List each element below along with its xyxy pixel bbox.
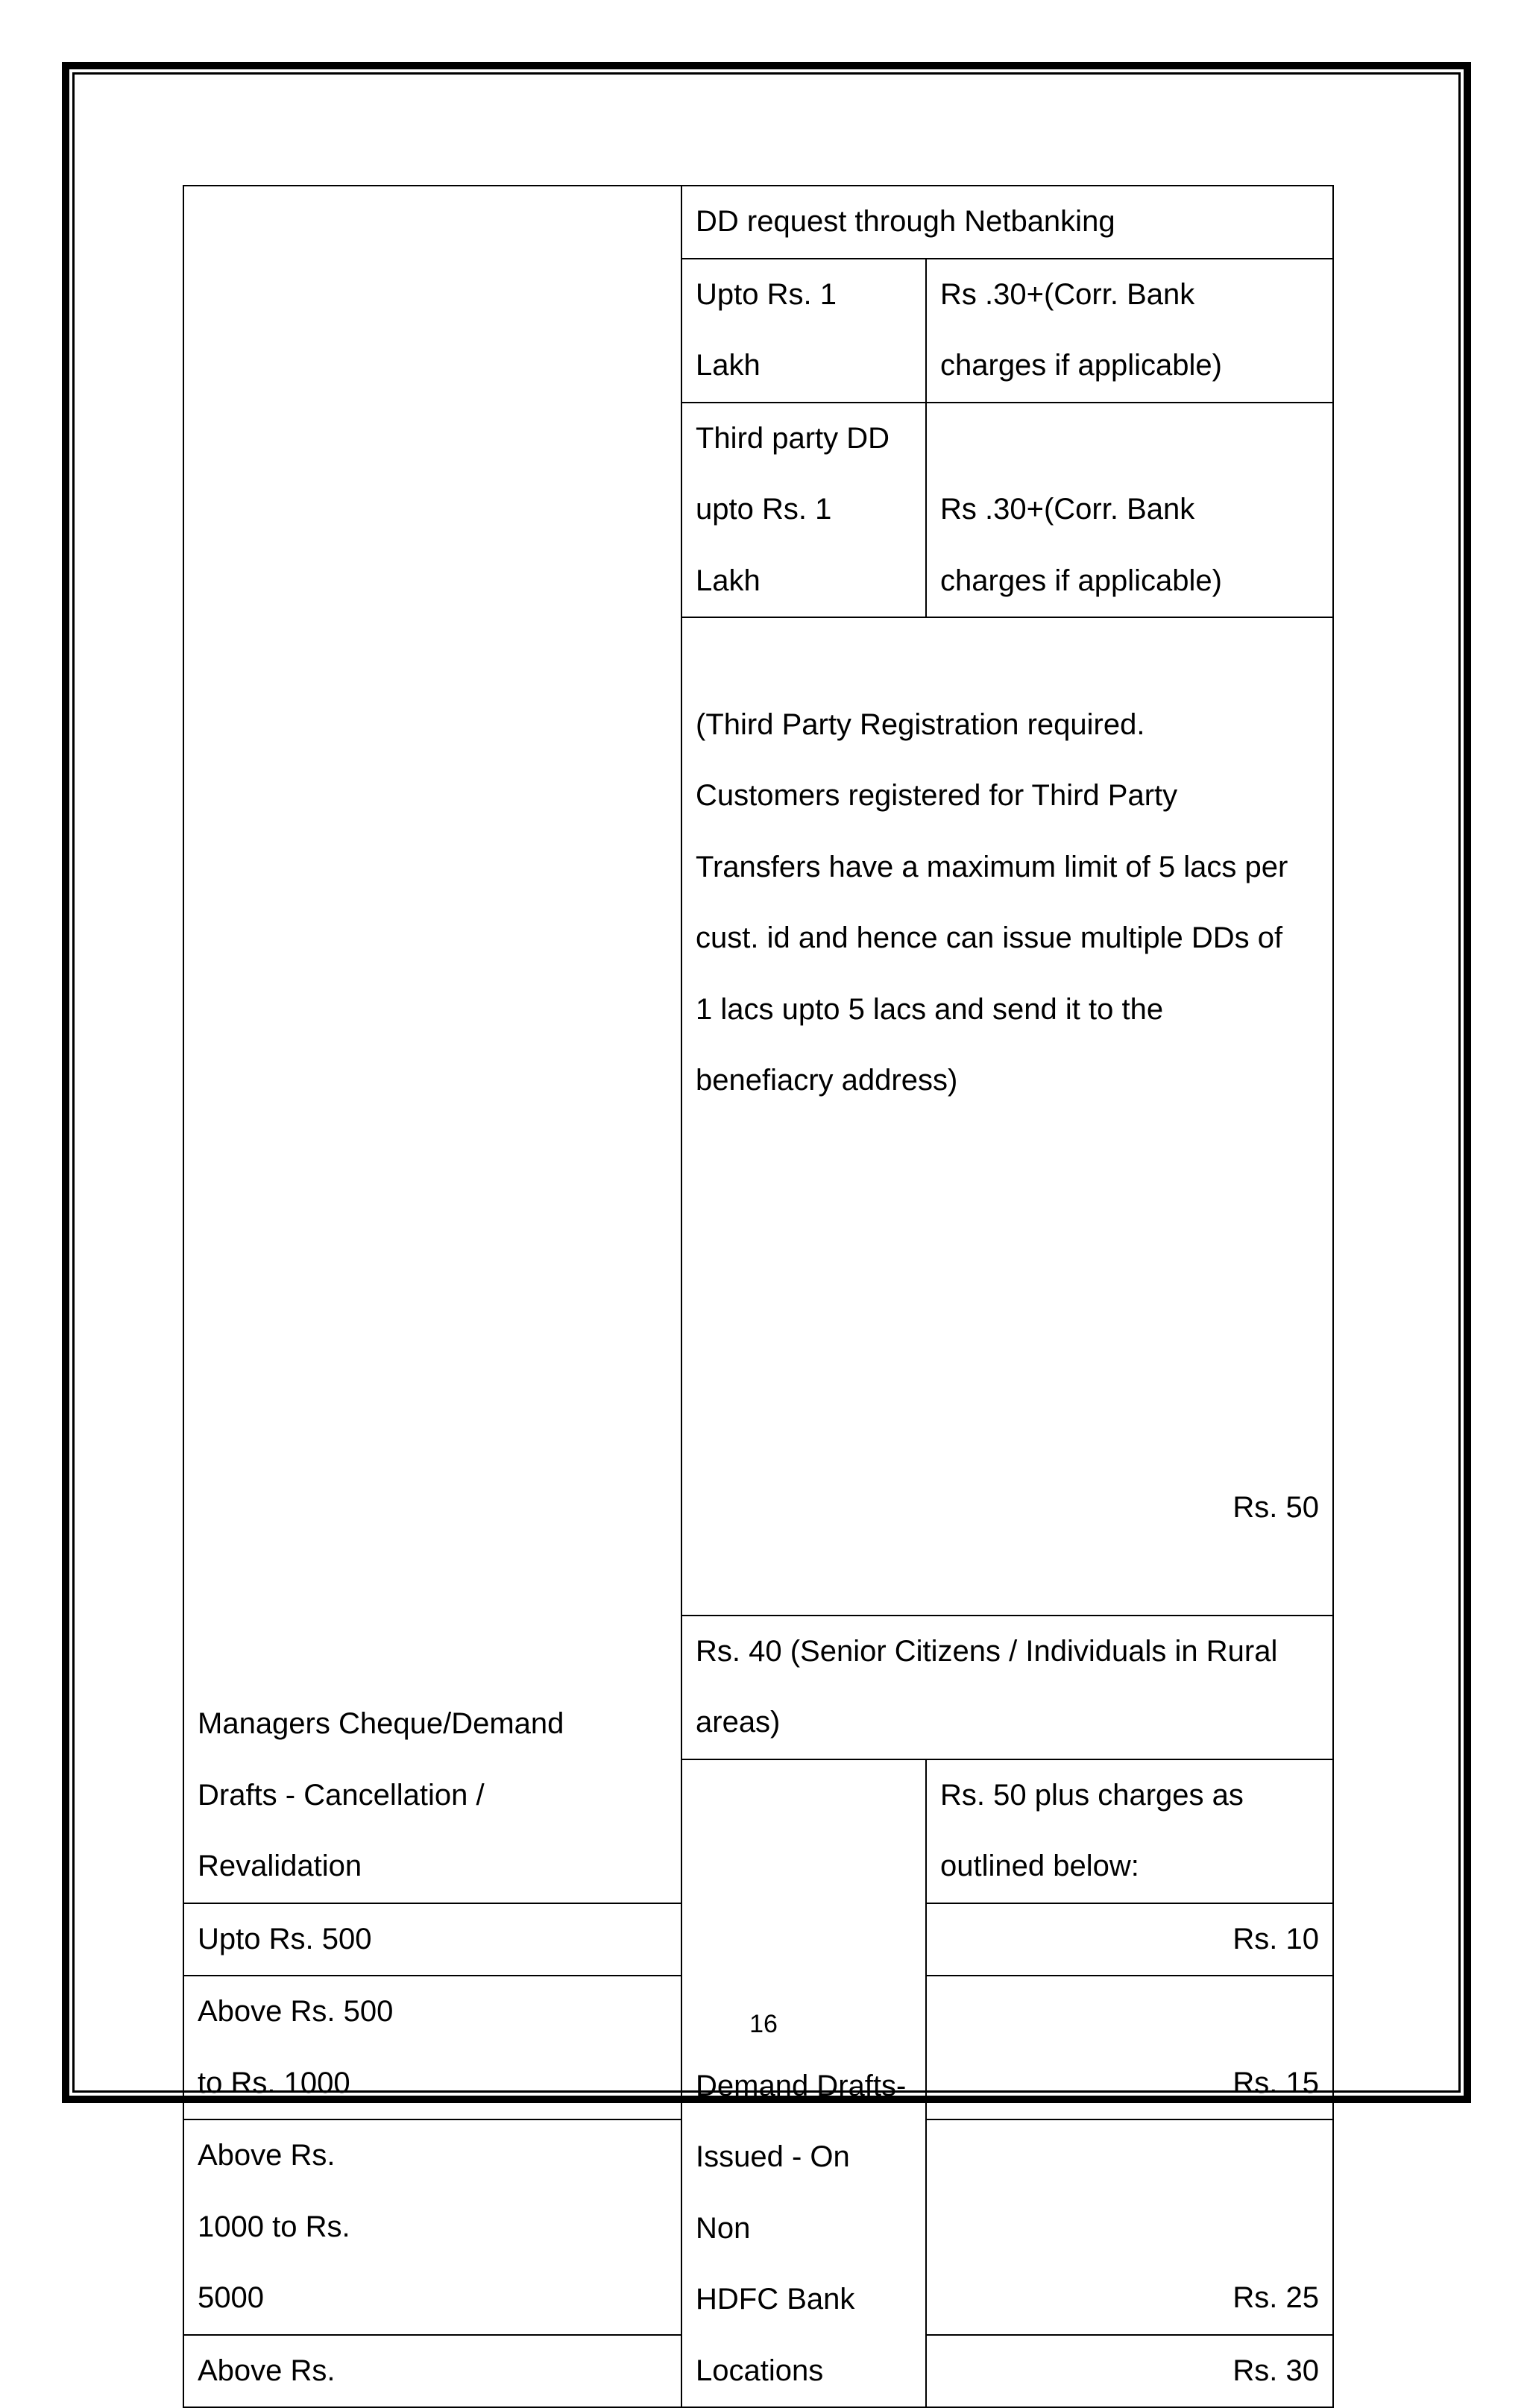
third-party-note: (Third Party Registration required. Customers registered for Third Party Transfers have a maximum limit of 5 lacs per cust. id and hence can issue multiple DDs of 1 lacs upto 5 lacs and send it to the benefiacry address): [696, 707, 1288, 1097]
table-cell: Rs .30+(Corr. Bank charges if applicable): [926, 259, 1333, 403]
table-cell: Rs. 15: [926, 1976, 1333, 2119]
table-cell: Rs. 10: [926, 1903, 1333, 1976]
table-cell: Rs. 25: [926, 2119, 1333, 2335]
fees-table: [183, 185, 1334, 2408]
table-cell: Rs. 40 (Senior Citizens / Individuals in Rural areas): [681, 1616, 1333, 1759]
table-cell: Above Rs. 500 to Rs. 1000: [183, 1976, 681, 2119]
table-cell: Rs. 30: [926, 2335, 1333, 2408]
table-cell: Rs. 50 plus charges as outlined below:: [926, 1759, 1333, 1903]
table-cell: Upto Rs. 1 Lakh: [681, 259, 926, 403]
page-number: 16: [749, 2010, 778, 2038]
table-cell: Upto Rs. 500: [183, 1903, 681, 1976]
fee-amount: Rs. 50: [1232, 1490, 1319, 1524]
table-cell: [681, 617, 1333, 1616]
table-row: [183, 186, 1333, 259]
table-cell: Rs .30+(Corr. Bank charges if applicable): [926, 403, 1333, 618]
service-description: Managers Cheque/Demand Drafts - Cancellation / Revalidation: [183, 186, 681, 1903]
table-cell: Above Rs.: [183, 2335, 681, 2408]
table-cell: Above Rs. 1000 to Rs. 5000: [183, 2119, 681, 2335]
table-cell: DD request through Netbanking: [681, 186, 1333, 259]
table-cell: Third party DD upto Rs. 1 Lakh: [681, 403, 926, 618]
service-description: Demand Drafts- Issued - On Non HDFC Bank Locations: [681, 1759, 926, 2408]
blank-space: [696, 1188, 1319, 1401]
